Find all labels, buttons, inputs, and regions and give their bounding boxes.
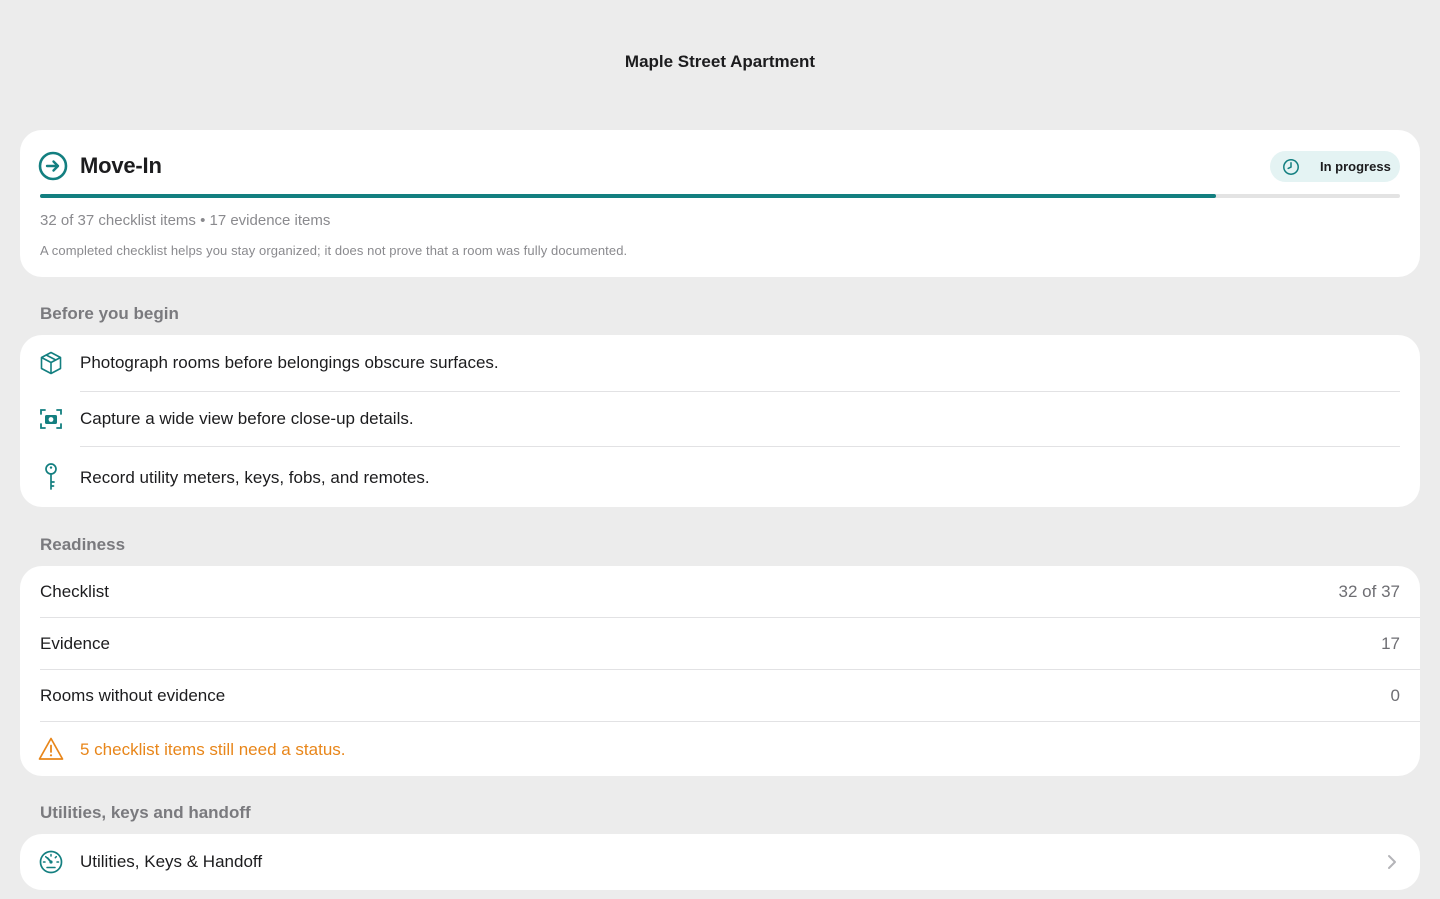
list-item bbox=[20, 392, 1420, 447]
progress-summary: 32 of 37 checklist items • 17 evidence items bbox=[40, 212, 331, 229]
move-in-card bbox=[20, 130, 1420, 277]
readiness-value: 0 bbox=[1390, 686, 1400, 705]
warning-triangle-icon bbox=[38, 736, 64, 762]
section-before-heading: Before you begin bbox=[40, 304, 179, 323]
key-icon bbox=[38, 462, 64, 492]
readiness-row-rooms bbox=[20, 670, 1420, 721]
readiness-value: 32 of 37 bbox=[1338, 582, 1400, 601]
clock-icon bbox=[1282, 158, 1300, 176]
before-card bbox=[20, 335, 1420, 507]
page-title: Maple Street Apartment bbox=[624, 52, 816, 71]
readiness-label: Rooms without evidence bbox=[40, 686, 226, 705]
readiness-value: 17 bbox=[1381, 634, 1400, 653]
list-item bbox=[20, 335, 1420, 391]
readiness-label: Evidence bbox=[40, 634, 110, 653]
readiness-card bbox=[20, 566, 1420, 776]
warning-text: 5 checklist items still need a status. bbox=[80, 740, 346, 759]
status-badge bbox=[1270, 151, 1400, 182]
readiness-row-checklist bbox=[20, 566, 1420, 617]
section-readiness-heading: Readiness bbox=[40, 535, 126, 554]
utilities-label: Utilities, Keys & Handoff bbox=[80, 852, 263, 871]
progress-bar bbox=[40, 194, 1400, 198]
readiness-label: Checklist bbox=[40, 582, 109, 601]
progress-fill bbox=[40, 194, 1216, 198]
readiness-warning bbox=[20, 722, 1420, 776]
arrow-right-circle-icon bbox=[38, 151, 68, 181]
gauge-icon bbox=[38, 849, 64, 875]
box-icon bbox=[38, 350, 64, 376]
list-item-text: Record utility meters, keys, fobs, and remotes. bbox=[80, 468, 430, 487]
utilities-link[interactable] bbox=[20, 834, 1420, 890]
list-item bbox=[20, 447, 1420, 507]
camera-viewfinder-icon bbox=[38, 406, 64, 432]
section-utilities-heading: Utilities, keys and handoff bbox=[40, 803, 251, 822]
readiness-row-evidence bbox=[20, 618, 1420, 669]
list-item-text: Photograph rooms before belongings obscure surfaces. bbox=[80, 353, 499, 372]
status-label: In progress bbox=[1320, 159, 1391, 174]
chevron-right-icon bbox=[1386, 853, 1398, 871]
checklist-note: A completed checklist helps you stay organized; it does not prove that a room was fully documented. bbox=[40, 243, 628, 258]
list-item-text: Capture a wide view before close-up details. bbox=[80, 409, 414, 428]
stage-title: Move-In bbox=[80, 153, 162, 178]
